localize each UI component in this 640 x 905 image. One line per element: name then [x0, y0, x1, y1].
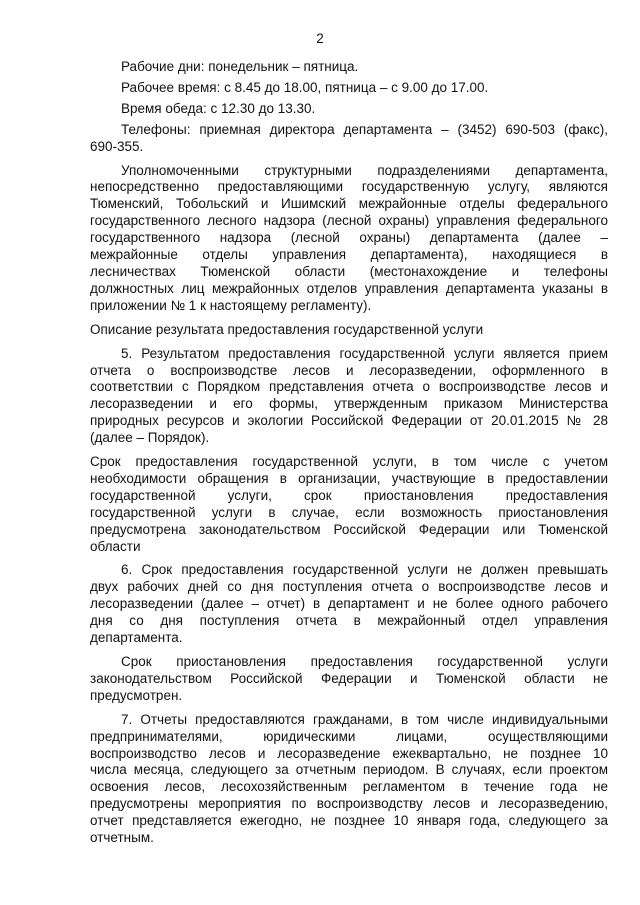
paragraph-line: природных ресурсов и экологии Российской Федерации от 20.01.2015 № 28 [90, 413, 608, 429]
paragraph-line: приложении № 1 к настоящему регламенту). [90, 297, 372, 313]
working-days: Рабочие дни: понедельник – пятница. [121, 59, 359, 74]
paragraph-line: законодательством Российской Федерации и Тюменской области не [90, 670, 608, 686]
lunch-time: Время обеда: с 12.30 до 13.30. [121, 100, 316, 116]
paragraph-line: Срок предоставления государственной услуги, в том числе с учетом [90, 454, 608, 470]
paragraph-line: числа месяца, следующего за отчетным периодом. В случаях, если проектом [90, 762, 608, 778]
paragraph-line: непосредственно предоставляющими государственную услугу, являются [90, 179, 608, 195]
paragraph-line: должностных лиц межрайонных отделов управления департамента указаны в [90, 280, 608, 296]
paragraph-line: 7. Отчеты предоставляются гражданами, в том числе индивидуальными [121, 711, 608, 727]
paragraph-line: Тюменский, Тобольский и Ишимский межрайонные отделы федерального [90, 196, 608, 212]
paragraph-line: государственной услуги в случае, если возможность приостановления [90, 504, 608, 520]
paragraph-line: двух рабочих дней со дня поступления отчета о воспроизводстве лесов и [90, 579, 608, 595]
paragraph-line: предусмотрены мероприятия по воспроизводству лесов и лесоразведению, [90, 796, 608, 812]
paragraph-line: дня со дня поступления отчета в межрайонный отдел управления [90, 613, 608, 629]
paragraph-line: лесничествах Тюменской области (местонахождение и телефоны [90, 263, 608, 279]
paragraph-line: 6. Срок предоставления государственной услуги не должен превышать [121, 562, 608, 578]
paragraph-line: отчета о воспроизводстве лесов и лесоразведении, оформленного в [90, 362, 608, 378]
paragraph-6 [90, 562, 608, 647]
paragraph-line: предпринимателями, юридическими лицами, осуществляющими [90, 728, 608, 744]
section-heading: Описание результата предоставления государственной услуги [90, 321, 484, 337]
paragraph-line: предусмотрен. [90, 687, 183, 703]
paragraph-line: государственного надзора (лесной охраны) департамента (далее – [90, 230, 608, 246]
document-body [90, 59, 608, 847]
paragraph-line: государственного лесного надзора (лесной охраны) управления федерального [90, 213, 608, 229]
working-hours: Рабочее время: с 8.45 до 18.00, пятница – с 9.00 до 17.00. [121, 79, 489, 95]
paragraph-line: необходимости обращения в организации, участвующие в предоставлении [90, 470, 608, 486]
paragraph-line: межрайонные отделы управления департамента), находящиеся в [90, 247, 608, 263]
paragraph-line: Уполномоченными структурными подразделениями департамента, [121, 162, 608, 178]
paragraph-line: отчетным. [90, 830, 154, 846]
paragraph-line: предусмотрена законодательством Российской Федерации или Тюменской [90, 521, 608, 537]
paragraph-line: государственной услуги, срок приостановления предоставления [90, 487, 608, 503]
paragraph-line: области [90, 538, 141, 554]
paragraph-line: лесоразведении и его формы, утвержденным приказом Министерства [90, 396, 608, 412]
paragraph-line: лесоразведении (далее – отчет) в департамент и не более одного рабочего [90, 596, 608, 612]
paragraph-line: 690-355. [90, 138, 144, 154]
paragraph-line: воспроизводство лесов и лесоразведение ежеквартально, не позднее 10 [90, 745, 608, 761]
paragraph-line: (далее – Порядок). [90, 430, 210, 446]
term-paragraph [90, 454, 608, 555]
paragraph-5 [90, 346, 608, 447]
paragraph-line: Телефоны: приемная директора департамента – (3452) 690-503 (факс), [121, 121, 608, 137]
paragraph-7 [90, 712, 608, 847]
paragraph-line: Срок приостановления предоставления государственной услуги [121, 654, 608, 669]
paragraph-line: 5. Результатом предоставления государственной услуги является прием [121, 345, 608, 361]
phones-paragraph [90, 122, 608, 156]
paragraph-line: освоения лесов, лесохозяйственным регламентом в течение года не [90, 779, 608, 795]
paragraph-line: отчет представляется ежегодно, не позднее 10 января года, следующего за [90, 813, 608, 829]
paragraph-line: департамента. [90, 630, 183, 646]
units-paragraph [90, 163, 608, 315]
paragraph-line: соответствии с Порядком представления отчета о воспроизводстве лесов и [90, 379, 608, 395]
page-number: 2 [316, 31, 324, 46]
suspension-paragraph [90, 654, 608, 705]
